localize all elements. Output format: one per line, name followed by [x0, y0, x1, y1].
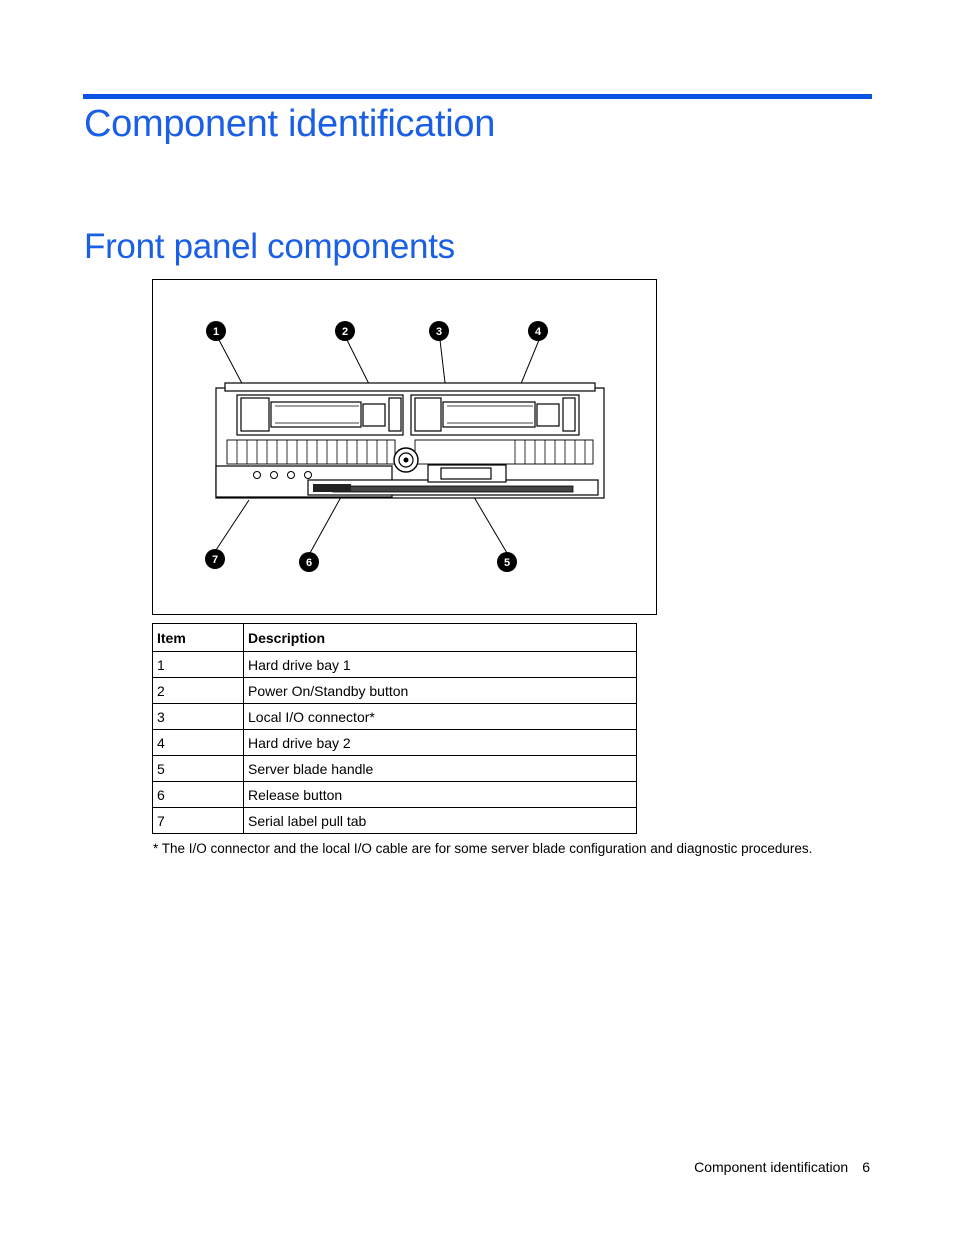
callout-2 [335, 321, 355, 341]
description-cell: Local I/O connector* [244, 704, 637, 730]
table-header-row [153, 624, 637, 652]
svg-text:4: 4 [534, 326, 542, 338]
callout-4 [528, 321, 548, 341]
description-cell: Serial label pull tab [244, 808, 637, 834]
server-blade-illustration [153, 280, 658, 616]
description-cell: Power On/Standby button [244, 678, 637, 704]
item-cell: 5 [153, 756, 244, 782]
section-title: Front panel components [84, 227, 455, 266]
callout-7 [205, 549, 225, 569]
header-description: Description [244, 624, 637, 652]
description-cell: Release button [244, 782, 637, 808]
callout-3 [429, 321, 449, 341]
callout-1 [206, 321, 226, 341]
table-row [153, 730, 637, 756]
description-cell: Hard drive bay 1 [244, 652, 637, 678]
components-table [152, 623, 637, 834]
footer-label: Component identification [694, 1159, 849, 1175]
table-row [153, 652, 637, 678]
item-cell: 7 [153, 808, 244, 834]
svg-text:2: 2 [341, 326, 349, 338]
svg-text:7: 7 [211, 554, 219, 566]
item-cell: 6 [153, 782, 244, 808]
page-footer [694, 1159, 870, 1175]
item-cell: 1 [153, 652, 244, 678]
table-row [153, 808, 637, 834]
header-item: Item [153, 624, 244, 652]
item-cell: 2 [153, 678, 244, 704]
item-cell: 4 [153, 730, 244, 756]
front-panel-figure [152, 279, 657, 615]
svg-text:3: 3 [435, 326, 443, 338]
callout-5 [497, 552, 517, 572]
callout-6 [299, 552, 319, 572]
svg-text:6: 6 [305, 557, 313, 569]
item-cell: 3 [153, 704, 244, 730]
description-cell: Server blade handle [244, 756, 637, 782]
chapter-title: Component identification [84, 103, 496, 145]
table-row [153, 782, 637, 808]
table-footnote: * The I/O connector and the local I/O cable are for some server blade configuration and diagnostic procedures. [153, 841, 813, 856]
description-cell: Hard drive bay 2 [244, 730, 637, 756]
table-row [153, 678, 637, 704]
heading-rule [83, 94, 872, 99]
power-button-drawing [394, 448, 418, 472]
page-number: 6 [862, 1159, 870, 1175]
table-row [153, 704, 637, 730]
svg-text:5: 5 [503, 557, 511, 569]
table-row [153, 756, 637, 782]
svg-text:1: 1 [212, 326, 220, 338]
